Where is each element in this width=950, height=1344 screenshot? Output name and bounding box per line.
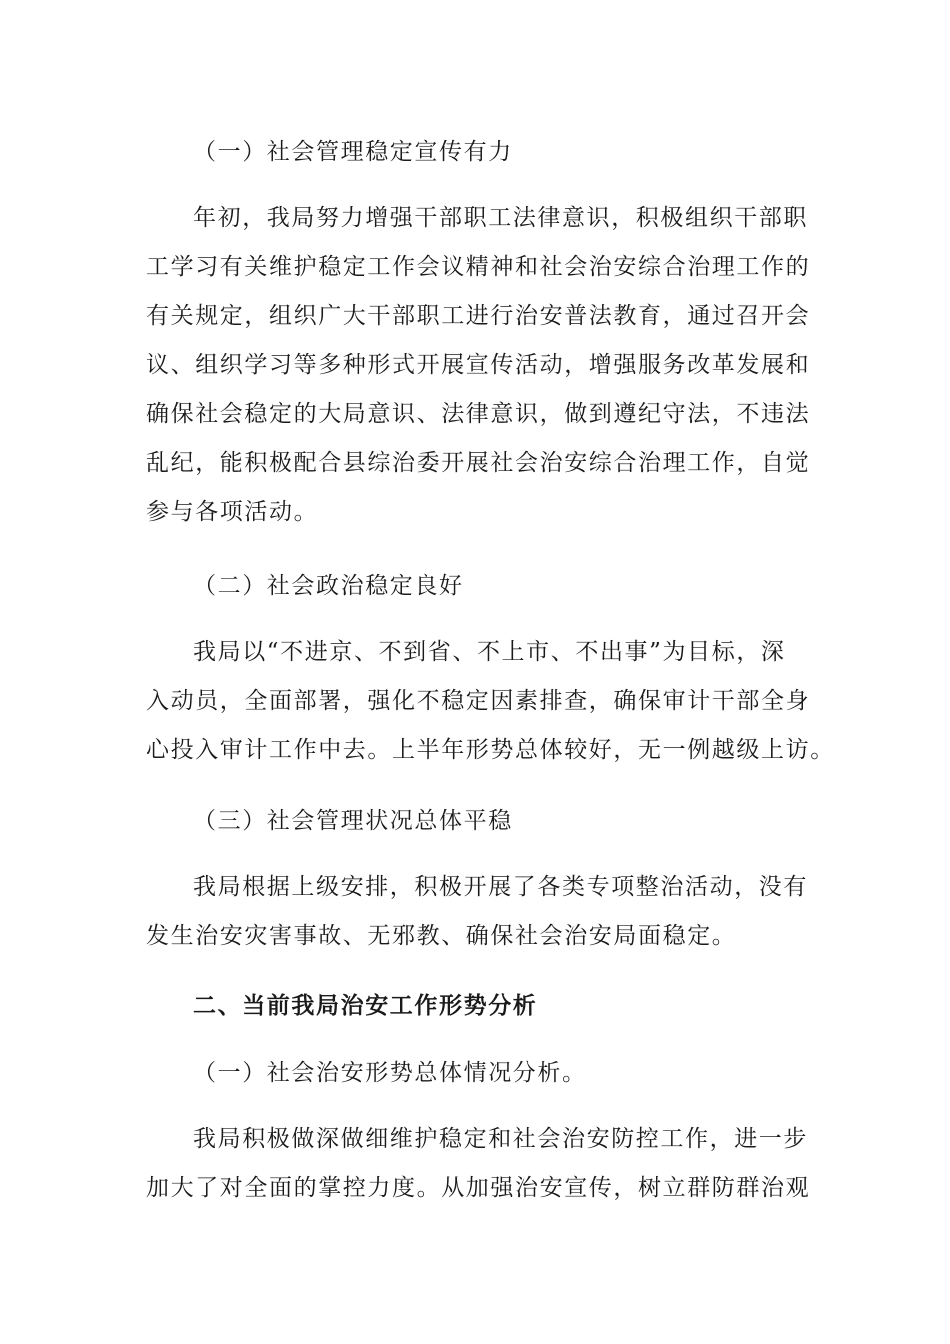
paragraph-2 xyxy=(146,628,835,775)
subheading-1 xyxy=(146,128,806,177)
text-line: 发生治安灾害事故、无邪教、确保社会治安局面稳定。 xyxy=(146,923,737,949)
text-line: 心投入审计工作中去。上半年形势总体较好，无一例越级上访。 xyxy=(146,737,835,763)
text-line: 议、组织学习等多种形式开展宣传活动，增强服务改革发展和 xyxy=(146,352,811,378)
text-line: 年初，我局努力增强干部职工法律意识，积极组织干部职 xyxy=(193,205,808,231)
text-line: （一）社会治安形势总体情况分析。 xyxy=(193,1060,587,1086)
subheading-2 xyxy=(146,562,806,611)
text-line: 我局以“不进京、不到省、不上市、不出事”为目标，深 xyxy=(193,639,786,665)
text-line: 参与各项活动。 xyxy=(146,499,319,525)
text-line: 加大了对全面的掌控力度。从加强治安宣传，树立群防群治观 xyxy=(146,1175,811,1201)
paragraph-3 xyxy=(146,863,806,961)
text-line: 我局积极做深做细维护稳定和社会治安防控工作，进一步 xyxy=(193,1126,808,1152)
text-line: 确保社会稳定的大局意识、法律意识，做到遵纪守法，不违法 xyxy=(146,401,811,427)
subheading-4 xyxy=(146,1049,806,1098)
text-line: （二）社会政治稳定良好 xyxy=(193,573,464,599)
paragraph-4 xyxy=(146,1115,811,1213)
text-line: （三）社会管理状况总体平稳 xyxy=(193,808,513,834)
text-line: 有关规定，组织广大干部职工进行治安普法教育，通过召开会 xyxy=(146,303,811,329)
text-line: 工学习有关维护稳定工作会议精神和社会治安综合治理工作的 xyxy=(146,254,811,280)
section-heading-2 xyxy=(146,982,806,1031)
text-line: 我局根据上级安排，积极开展了各类专项整治活动，没有 xyxy=(193,874,808,900)
paragraph-1 xyxy=(146,194,811,537)
text-line: 乱纪，能积极配合县综治委开展社会治安综合治理工作，自觉 xyxy=(146,450,811,476)
subheading-3 xyxy=(146,797,806,846)
text-line: （一）社会管理稳定宣传有力 xyxy=(193,139,513,165)
text-line: 入动员，全面部署，强化不稳定因素排查，确保审计干部全身 xyxy=(146,688,811,714)
text-line: 二、当前我局治安工作形势分析 xyxy=(193,993,538,1019)
